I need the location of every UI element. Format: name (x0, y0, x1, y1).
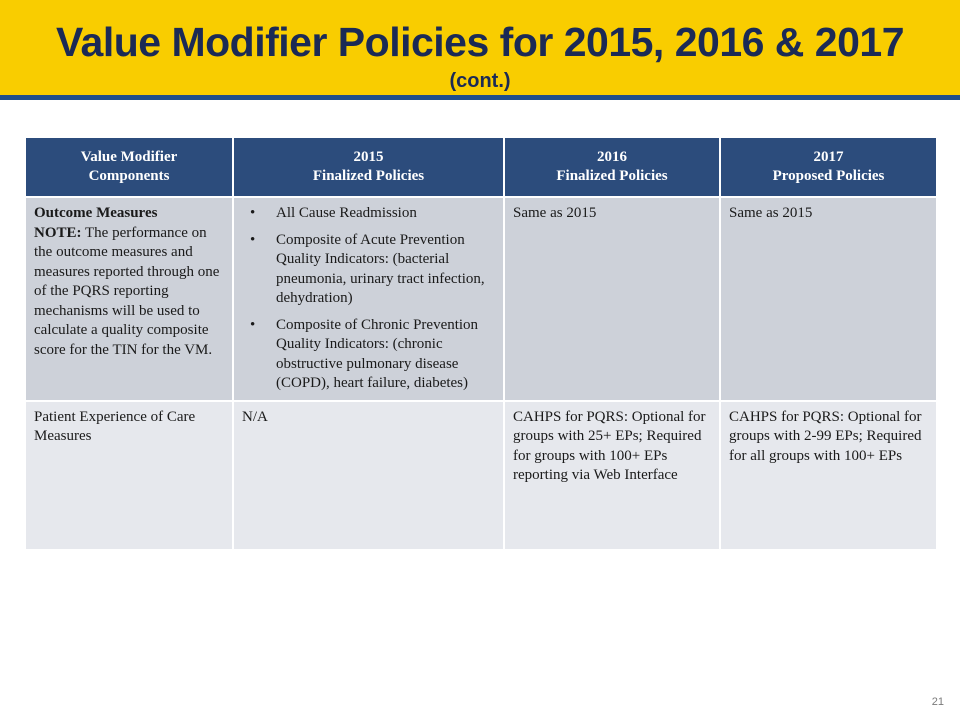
bullet-icon: • (250, 231, 256, 248)
page-number: 21 (931, 696, 944, 708)
note-text: The performance on the outcome measures and measures reported through one of the PQRS reporting mechanisms will be used to calculate a quality composite score for the TIN for the VM. (34, 224, 220, 358)
policy-table (24, 136, 938, 551)
cell-component-patient-experience: Patient Experience of Care Measures (25, 401, 233, 550)
header-components: Value Modifier Components (25, 137, 233, 197)
slide-subtitle: (cont.) (449, 70, 511, 92)
cell-2015-patient-experience: N/A (233, 401, 504, 550)
header-2017: 2017 Proposed Policies (720, 137, 937, 197)
table-header-row (25, 137, 937, 197)
slide-title: Value Modifier Policies for 2015, 2016 & 2017 (55, 19, 905, 65)
list-item: • Composite of Acute Prevention Quality Indicators: (bacterial pneumonia, urinary tract infection, dehydration) (250, 231, 485, 306)
list-item: • Composite of Chronic Prevention Quality Indicators: (chronic obstructive pulmonary disease (COPD), heart failure, diabetes) (250, 316, 479, 391)
cell-2017-outcome: Same as 2015 (720, 197, 937, 401)
cell-2016-outcome: Same as 2015 (504, 197, 720, 401)
header-2016: 2016 Finalized Policies (504, 137, 720, 197)
bullet-list (242, 204, 495, 394)
header-2015: 2015 Finalized Policies (233, 137, 504, 197)
list-item: • All Cause Readmission (262, 204, 495, 224)
title-bar (0, 0, 960, 100)
bullet-icon: • (250, 205, 256, 221)
cell-2017-patient-experience: CAHPS for PQRS: Optional for groups with 2-99 EPs; Required for all groups with 100+ EPs (720, 401, 937, 550)
table-row-patient-experience (25, 401, 937, 550)
cell-component-outcome (25, 197, 233, 401)
component-title: Outcome Measures (34, 205, 158, 221)
bullet-icon: • (250, 316, 256, 333)
cell-2016-patient-experience: CAHPS for PQRS: Optional for groups with 25+ EPs; Required for groups with 100+ EPs reporting via Web Interface (504, 401, 720, 550)
cell-2015-outcome (233, 197, 504, 401)
note-label: NOTE: (34, 224, 82, 241)
table-row-outcome-measures (25, 197, 937, 401)
